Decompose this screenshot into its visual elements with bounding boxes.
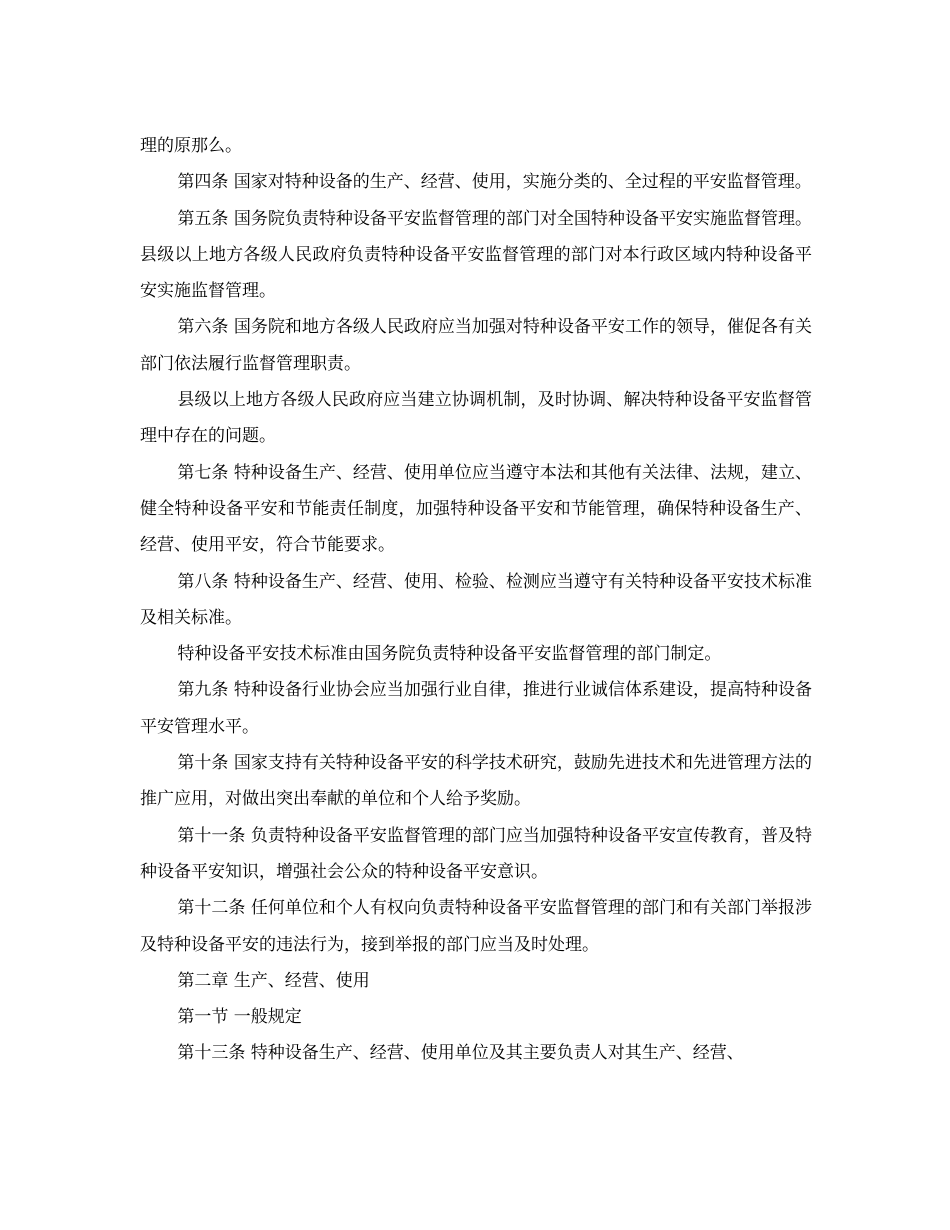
chapter-heading: 第二章 生产、经营、使用	[177, 970, 370, 991]
paragraph-continuation: 理的原那么。	[140, 136, 242, 156]
section-heading: 第一节 一般规定	[177, 1007, 302, 1028]
paragraph-article-12: 第十二条 任何单位和个人有权向负责特种设备平安监督管理的部门和有关部门举报涉及特种设备平安的违法行为，接到举报的部门应当及时处理。	[140, 898, 812, 955]
paragraph-article-6-clause-2: 县级以上地方各级人民政府应当建立协调机制，及时协调、解决特种设备平安监督管理中存在的问题。	[140, 390, 812, 447]
paragraph-article-4: 第四条 国家对特种设备的生产、经营、使用，实施分类的、全过程的平安监督管理。	[177, 172, 812, 193]
paragraph-article-13: 第十三条 特种设备生产、经营、使用单位及其主要负责人对其生产、经营、	[177, 1043, 744, 1064]
document-page	[140, 128, 812, 1072]
paragraph-article-8-clause-2: 特种设备平安技术标准由国务院负责特种设备平安监督管理的部门制定。	[177, 644, 722, 665]
paragraph-article-5: 第五条 国务院负责特种设备平安监督管理的部门对全国特种设备平安实施监督管理。县级以上地方各级人民政府负责特种设备平安监督管理的部门对本行政区域内特种设备平安实施监督管理。	[140, 208, 812, 302]
paragraph-article-8: 第八条 特种设备生产、经营、使用、检验、检测应当遵守有关特种设备平安技术标准及相关标准。	[140, 571, 812, 628]
paragraph-article-9: 第九条 特种设备行业协会应当加强行业自律，推进行业诚信体系建设，提高特种设备平安管理水平。	[140, 680, 812, 737]
paragraph-article-11: 第十一条 负责特种设备平安监督管理的部门应当加强特种设备平安宣传教育，普及特种设备平安知识，增强社会公众的特种设备平安意识。	[140, 825, 812, 882]
paragraph-article-10: 第十条 国家支持有关特种设备平安的科学技术研究，鼓励先进技术和先进管理方法的推广应用，对做出突出奉献的单位和个人给予奖励。	[140, 753, 812, 810]
paragraph-article-7: 第七条 特种设备生产、经营、使用单位应当遵守本法和其他有关法律、法规，建立、健全特种设备平安和节能责任制度，加强特种设备平安和节能管理，确保特种设备生产、经营、使用平安，符合节能要求。	[140, 462, 812, 556]
paragraph-article-6: 第六条 国务院和地方各级人民政府应当加强对特种设备平安工作的领导，催促各有关部门依法履行监督管理职责。	[140, 317, 812, 374]
